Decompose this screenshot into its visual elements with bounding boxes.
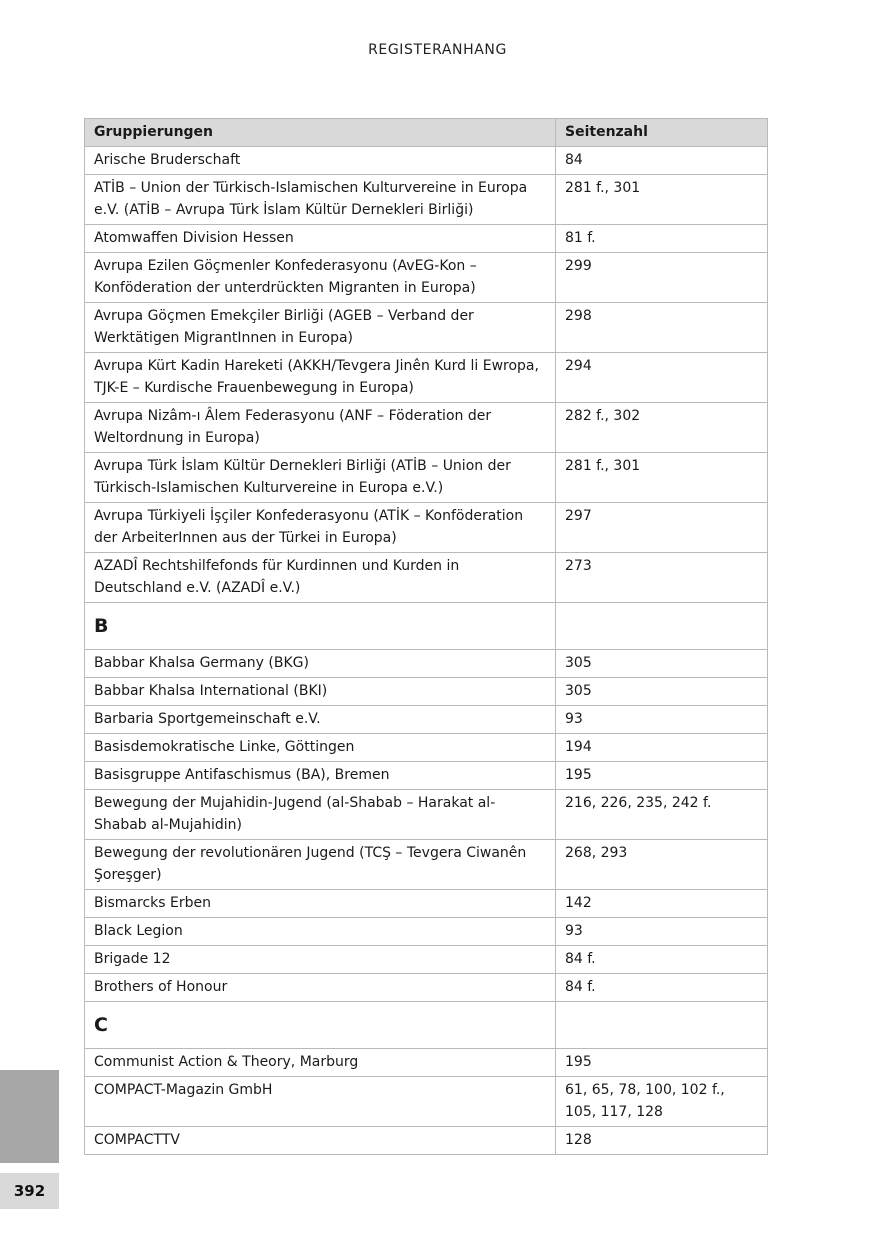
section-letter-empty [556,1002,768,1049]
column-header-pages: Seitenzahl [556,119,768,147]
group-name: Babbar Khalsa Germany (BKG) [85,650,556,678]
table-header-row [85,119,768,147]
page-numbers: 142 [556,890,768,918]
group-name: Atomwaffen Division Hessen [85,225,556,253]
table-row [85,918,768,946]
group-name: Bewegung der revolutionären Jugend (TCŞ – Tevgera Ciwanên Şoreşger) [85,840,556,890]
table-row [85,974,768,1002]
table-row [85,762,768,790]
page-numbers: 93 [556,706,768,734]
group-name: Avrupa Göçmen Emekçiler Birliği (AGEB – Verband der Werktätigen MigrantInnen in Europa) [85,303,556,353]
page-numbers: 216, 226, 235, 242 f. [556,790,768,840]
group-name: Brigade 12 [85,946,556,974]
group-name: Brothers of Honour [85,974,556,1002]
page-numbers: 305 [556,650,768,678]
group-name: ATİB – Union der Türkisch-Islamischen Kulturvereine in Europa e.V. (ATİB – Avrupa Türk İslam Kültür Dernekleri Birliği) [85,175,556,225]
page-numbers: 281 f., 301 [556,175,768,225]
page-number: 392 [0,1173,59,1209]
table-row [85,890,768,918]
table-row [85,303,768,353]
page-numbers: 84 f. [556,946,768,974]
group-name: Barbaria Sportgemeinschaft e.V. [85,706,556,734]
page-numbers: 294 [556,353,768,403]
group-name: Bismarcks Erben [85,890,556,918]
group-name: COMPACT-Magazin GmbH [85,1077,556,1127]
group-name: AZADÎ Rechtshilfefonds für Kurdinnen und Kurden in Deutschland e.V. (AZADÎ e.V.) [85,553,556,603]
page-numbers: 61, 65, 78, 100, 102 f., 105, 117, 128 [556,1077,768,1127]
page-numbers: 195 [556,762,768,790]
table-row [85,706,768,734]
table-row [85,253,768,303]
section-letter: B [85,603,556,650]
group-name: Basisdemokratische Linke, Göttingen [85,734,556,762]
table-row [85,1077,768,1127]
section-letter-row [85,603,768,650]
table-row [85,840,768,890]
page-numbers: 282 f., 302 [556,403,768,453]
page-numbers: 268, 293 [556,840,768,890]
running-header: REGISTERANHANG [368,42,507,58]
register-table [84,118,768,1155]
table-row [85,175,768,225]
table-row [85,1049,768,1077]
group-name: Avrupa Ezilen Göçmenler Konfederasyonu (AvEG-Kon – Konföderation der unterdrückten Migranten in Europa) [85,253,556,303]
group-name: COMPACTTV [85,1127,556,1155]
table-row [85,403,768,453]
group-name: Bewegung der Mujahidin-Jugend (al-Shabab – Harakat al-Shabab al-Mujahidin) [85,790,556,840]
page-numbers: 297 [556,503,768,553]
group-name: Avrupa Nizâm-ı Âlem Federasyonu (ANF – Föderation der Weltordnung in Europa) [85,403,556,453]
table-row [85,553,768,603]
page-numbers: 93 [556,918,768,946]
page-numbers: 195 [556,1049,768,1077]
section-letter-row [85,1002,768,1049]
chapter-thumb-tab [0,1070,59,1163]
page-numbers: 84 [556,147,768,175]
column-header-groups: Gruppierungen [85,119,556,147]
table-row [85,503,768,553]
table-row [85,225,768,253]
table-row [85,1127,768,1155]
group-name: Black Legion [85,918,556,946]
table-row [85,353,768,403]
table-row [85,147,768,175]
table-row [85,453,768,503]
page-numbers: 194 [556,734,768,762]
page-numbers: 281 f., 301 [556,453,768,503]
group-name: Avrupa Türk İslam Kültür Dernekleri Birliği (ATİB – Union der Türkisch-Islamischen Kulturvereine in Europa e.V.) [85,453,556,503]
page-numbers: 84 f. [556,974,768,1002]
page-numbers: 273 [556,553,768,603]
page-numbers: 299 [556,253,768,303]
group-name: Avrupa Türkiyeli İşçiler Konfederasyonu (ATİK – Konföderation der ArbeiterInnen aus der Türkei in Europa) [85,503,556,553]
group-name: Arische Bruderschaft [85,147,556,175]
table-row [85,946,768,974]
table-row [85,734,768,762]
group-name: Basisgruppe Antifaschismus (BA), Bremen [85,762,556,790]
page-numbers: 81 f. [556,225,768,253]
section-letter-empty [556,603,768,650]
table-row [85,678,768,706]
table-row [85,790,768,840]
page-numbers: 305 [556,678,768,706]
page-numbers: 298 [556,303,768,353]
section-letter: C [85,1002,556,1049]
page-numbers: 128 [556,1127,768,1155]
group-name: Avrupa Kürt Kadin Hareketi (AKKH/Tevgera Jinên Kurd li Ewropa, TJK-E – Kurdische Frauenbewegung in Europa) [85,353,556,403]
table-row [85,650,768,678]
group-name: Babbar Khalsa International (BKI) [85,678,556,706]
group-name: Communist Action & Theory, Marburg [85,1049,556,1077]
